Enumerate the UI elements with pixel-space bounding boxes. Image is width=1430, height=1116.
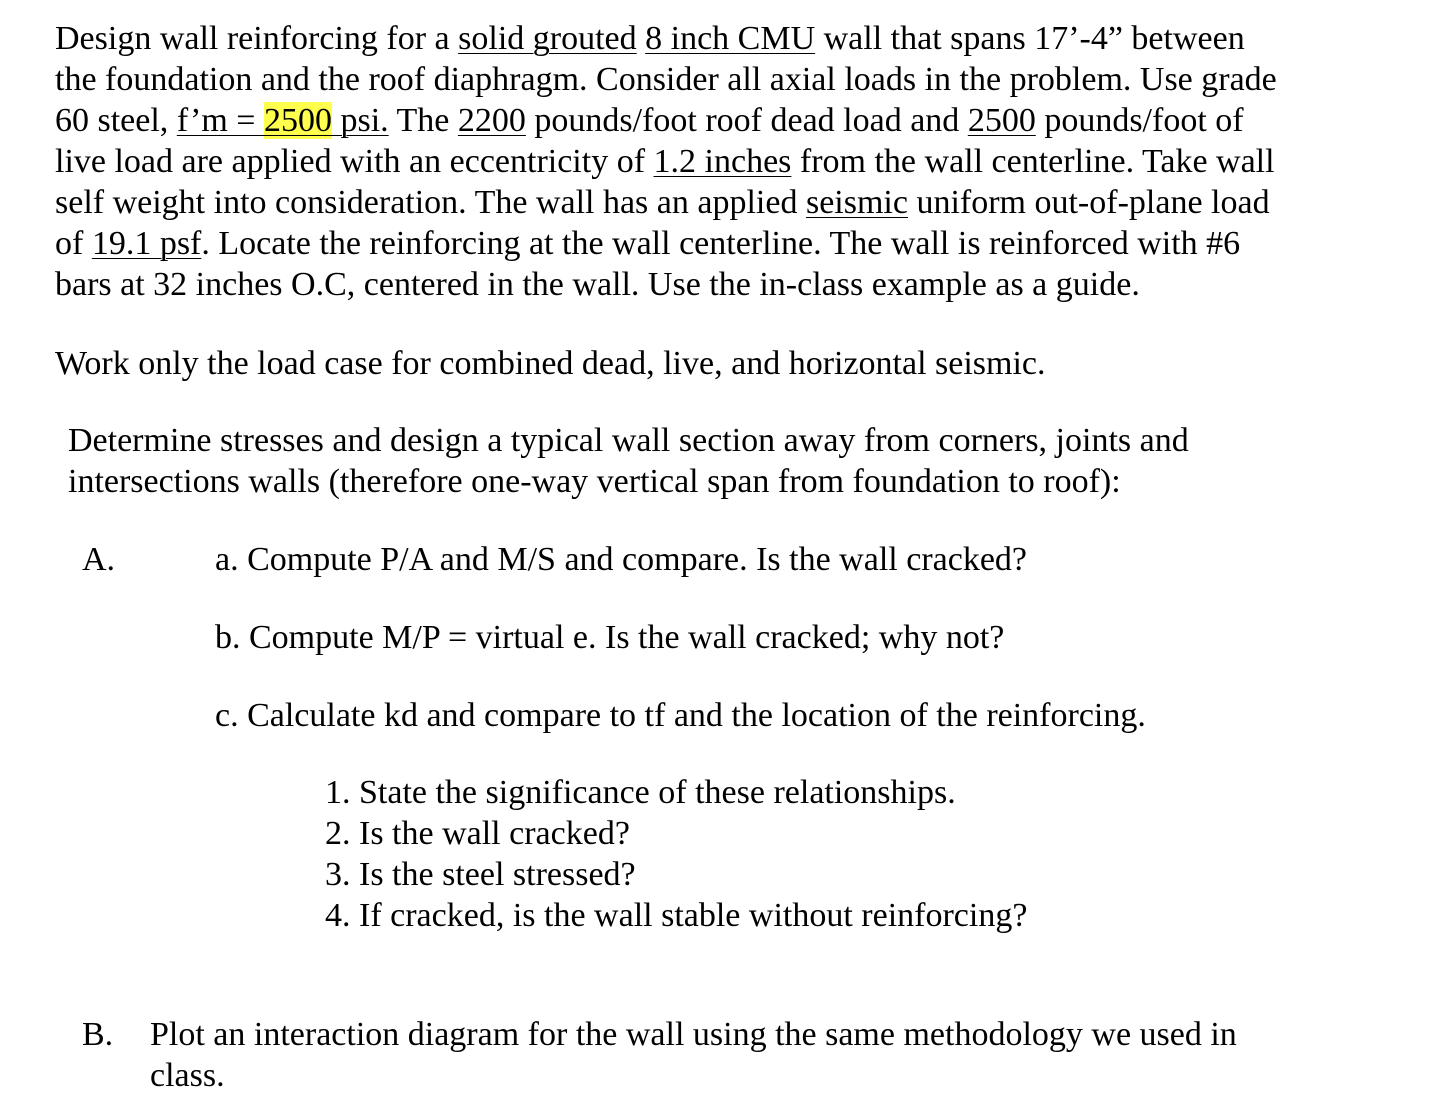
intro-text: from the wall centerline. Take wall <box>791 143 1275 180</box>
determine-line-1: Determine stresses and design a typical wall section away from corners, joints and <box>68 422 1189 459</box>
determine-line-2: intersections walls (therefore one-way vertical span from foundation to roof): <box>68 463 1121 500</box>
part-a-subitem-2: 2. Is the wall cracked? <box>325 815 630 852</box>
underlined-term-cmu-size: 8 inch CMU <box>645 20 816 57</box>
intro-line-6 <box>55 224 1240 264</box>
load-case-note: Work only the load case for combined dead, live, and horizontal seismic. <box>55 345 1046 382</box>
underlined-unit-psi: psi. <box>331 102 389 139</box>
intro-text: 60 steel, <box>55 102 177 139</box>
underlined-value-live-load: 2500 <box>967 102 1036 139</box>
part-a-question-b: b. Compute M/P = virtual e. Is the wall cracked; why not? <box>215 619 1005 656</box>
part-b-label: B. <box>82 1016 114 1053</box>
intro-line-1 <box>55 19 1245 59</box>
intro-text: of <box>55 225 92 262</box>
intro-line-3 <box>55 101 1244 141</box>
intro-line-5 <box>55 183 1270 223</box>
part-a-question-c: c. Calculate kd and compare to tf and the location of the reinforcing. <box>215 697 1146 734</box>
intro-line-7: bars at 32 inches O.C, centered in the wall. Use the in-class example as a guide. <box>55 266 1140 303</box>
intro-text: pounds/foot of <box>1035 102 1244 139</box>
space <box>637 20 646 57</box>
underlined-term-seismic: seismic <box>805 184 908 221</box>
underlined-term-fm: f’m = <box>176 102 264 139</box>
intro-text: The <box>388 102 458 139</box>
underlined-value-eccentricity: 1.2 inches <box>653 143 792 180</box>
part-a-subitem-4: 4. If cracked, is the wall stable without reinforcing? <box>325 897 1028 934</box>
intro-line-4 <box>55 142 1275 182</box>
intro-text: Design wall reinforcing for a <box>55 20 459 57</box>
part-a-subitem-1: 1. State the significance of these relationships. <box>325 774 956 811</box>
highlighted-value-fm: 2500 <box>263 102 332 139</box>
intro-text: self weight into consideration. The wall has an applied <box>55 184 806 221</box>
intro-line-2: the foundation and the roof diaphragm. Consider all axial loads in the problem. Use grade <box>55 61 1277 98</box>
intro-text: uniform out-of-plane load <box>907 184 1270 221</box>
underlined-term-solid-grouted: solid grouted <box>458 20 637 57</box>
part-b-line-2: class. <box>150 1057 225 1094</box>
underlined-value-seismic-load: 19.1 psf <box>91 225 202 262</box>
part-a-subitem-3: 3. Is the steel stressed? <box>325 856 636 893</box>
part-b-line-1: Plot an interaction diagram for the wall using the same methodology we used in <box>150 1016 1237 1053</box>
underlined-value-dead-load: 2200 <box>457 102 526 139</box>
part-a-question-a: a. Compute P/A and M/S and compare. Is the wall cracked? <box>215 541 1027 578</box>
intro-text: . Locate the reinforcing at the wall centerline. The wall is reinforced with #6 <box>201 225 1241 262</box>
intro-text: live load are applied with an eccentricity of <box>55 143 654 180</box>
intro-text: wall that spans 17’-4” between <box>815 20 1245 57</box>
part-a-label: A. <box>82 541 116 578</box>
intro-text: pounds/foot roof dead load and <box>525 102 968 139</box>
